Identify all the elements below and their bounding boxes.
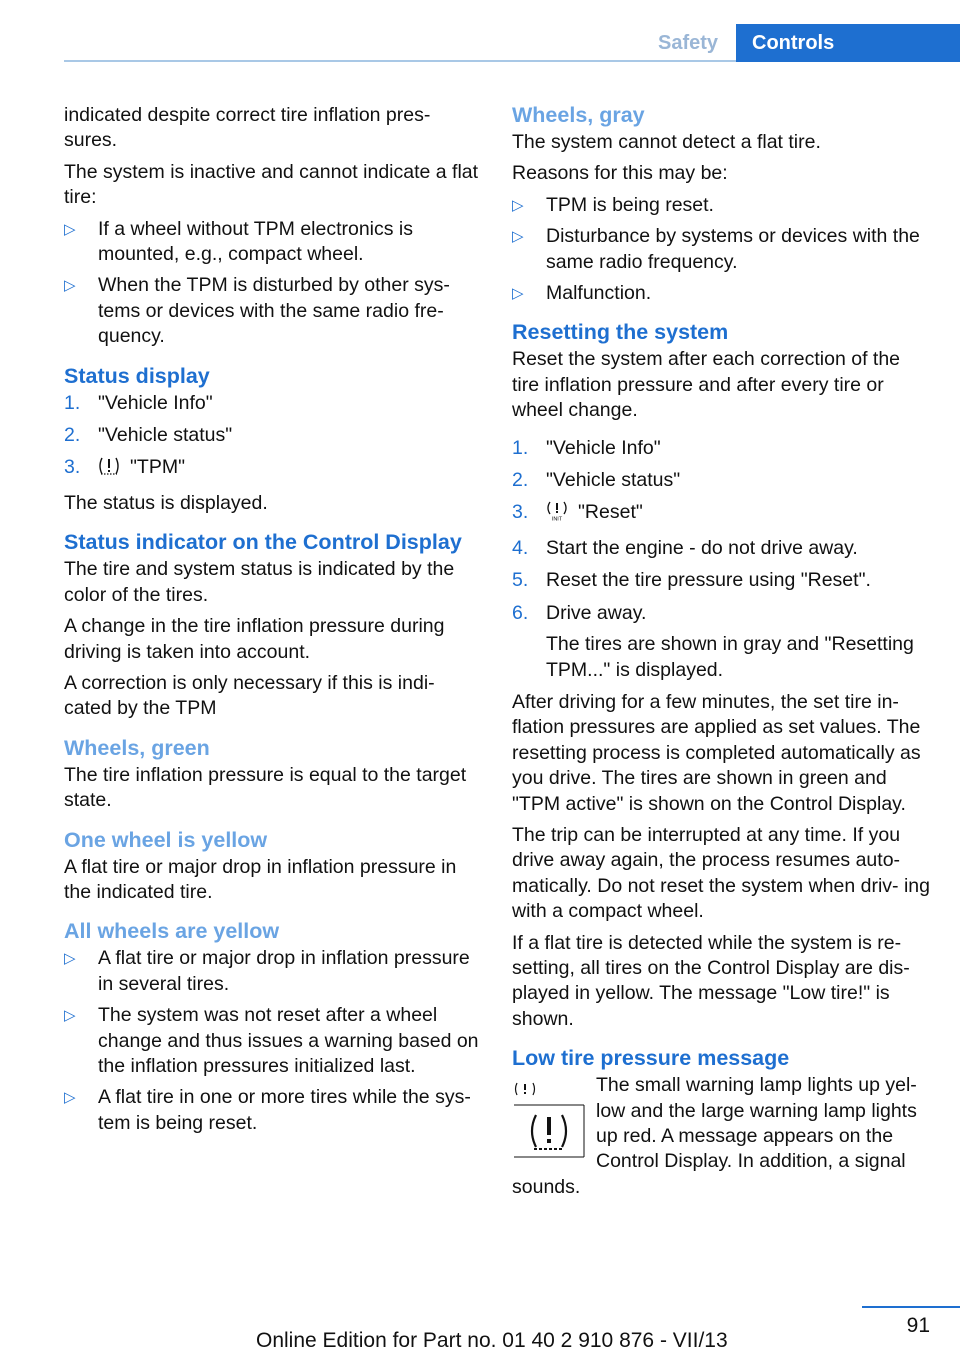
triangle-bullet-icon: ▷	[512, 285, 524, 303]
step-text: "Vehicle Info"	[546, 436, 661, 459]
triangle-bullet-icon: ▷	[64, 220, 76, 238]
low-tire-warning-block	[512, 1073, 932, 1200]
section-heading-low-tire: Low tire pressure message	[512, 1046, 790, 1071]
list-item-text: A flat tire or major drop in inflation pressure in several tires.	[98, 947, 470, 995]
list-item	[64, 423, 482, 448]
numbered-list	[64, 391, 482, 484]
list-item	[512, 436, 932, 461]
section-heading-status-indicator: Status indicator on the Control Display	[64, 530, 462, 555]
list-item	[64, 1003, 482, 1079]
list-item	[512, 224, 932, 275]
triangle-bullet-icon: ▷	[512, 228, 524, 246]
paragraph: The tire and system status is indicated by the color of the tires.	[64, 558, 455, 606]
step-number: 2.	[64, 424, 81, 447]
tpm-init-icon	[546, 501, 568, 528]
left-column	[64, 103, 482, 1142]
paragraph: The tire inflation pressure is equal to the target state.	[64, 763, 467, 812]
step-number: 1.	[512, 436, 529, 459]
paragraph: After driving for a few minutes, the set tire in‐ flation pressures are applied as set values. The resetting process is completed automatically as you drive. The tires are shown in green and "TPM active" is shown on the Control Display.	[512, 690, 921, 815]
list-item	[64, 391, 482, 416]
list-item	[64, 273, 482, 349]
paragraph: A change in the tire inflation pressure during driving is taken into account.	[64, 615, 445, 663]
list-item	[64, 946, 482, 997]
subheading-all-wheels-yellow: All wheels are yellow	[64, 919, 280, 944]
list-item-text: If a wheel without TPM electronics is mounted, e.g., compact wheel.	[98, 217, 414, 266]
triangle-bullet-icon: ▷	[64, 1089, 76, 1107]
triangle-bullet-icon: ▷	[64, 950, 76, 968]
list-item	[512, 500, 932, 528]
step-text: "Vehicle status"	[546, 469, 681, 492]
numbered-list	[512, 436, 932, 683]
list-item	[512, 281, 932, 306]
tpm-warning-lamp-icon	[512, 1077, 586, 1159]
tab-safety[interactable]: Safety	[657, 32, 719, 54]
list-item	[512, 193, 932, 218]
footer-rule	[862, 1306, 960, 1308]
step-text: "Reset"	[578, 501, 643, 524]
bullet-list	[64, 217, 482, 350]
edition-footer: Online Edition for Part no. 01 40 2 910 876 - VII/13	[256, 1329, 728, 1352]
step-number: 2.	[512, 469, 529, 492]
page-number: 91	[906, 1314, 930, 1337]
paragraph: Reset the system after each correction of the tire inflation pressure and after every tire or wheel change.	[512, 348, 901, 422]
list-item	[512, 601, 932, 683]
list-item-text: A flat tire in one or more tires while the sys‐ tem is being reset.	[98, 1086, 471, 1134]
list-item	[64, 1085, 482, 1136]
list-item	[512, 568, 932, 593]
svg-text:INIT: INIT	[551, 516, 563, 522]
list-item	[64, 455, 482, 483]
step-number: 5.	[512, 569, 529, 592]
step-text: Start the engine - do not drive away.	[546, 536, 858, 559]
subheading-wheels-gray: Wheels, gray	[512, 103, 645, 127]
step-text: Reset the tire pressure using "Reset".	[546, 569, 871, 592]
list-item-text: The system was not reset after a wheel change and thus issues a warning based on the inflation pressures initialized last.	[98, 1004, 479, 1077]
list-item	[512, 468, 932, 493]
bullet-list	[512, 193, 932, 307]
section-heading-resetting: Resetting the system	[512, 320, 729, 345]
paragraph: If a flat tire is detected while the system is re‐ setting, all tires on the Control Display are dis‐ played in yellow. The message "Low tire!" is shown.	[512, 931, 910, 1030]
paragraph: Reasons for this may be:	[512, 162, 728, 185]
list-item	[64, 217, 482, 268]
bullet-list	[64, 946, 482, 1136]
list-item-text: Malfunction.	[546, 282, 652, 305]
step-number: 1.	[64, 391, 81, 414]
paragraph: The status is displayed.	[64, 491, 268, 514]
step-number: 3.	[64, 456, 81, 479]
paragraph: A flat tire or major drop in inflation pressure in the indicated tire.	[64, 855, 457, 903]
step-subtext: The tires are shown in gray and "Resetting TPM..." is displayed.	[546, 633, 914, 681]
tab-controls[interactable]: Controls	[736, 24, 960, 62]
paragraph: A correction is only necessary if this is indi‐ cated by the TPM	[64, 671, 435, 720]
subheading-one-wheel-yellow: One wheel is yellow	[64, 827, 268, 852]
tpm-warning-icon	[98, 456, 120, 483]
step-text: "Vehicle status"	[98, 424, 233, 447]
step-text: Drive away.	[546, 601, 647, 624]
right-column	[512, 103, 932, 1200]
triangle-bullet-icon: ▷	[512, 196, 524, 214]
step-number: 6.	[512, 601, 529, 624]
list-item-text: TPM is being reset.	[546, 193, 714, 216]
list-item	[512, 536, 932, 561]
list-item-text: Disturbance by systems or devices with the same radio frequency.	[546, 225, 920, 273]
step-text: "TPM"	[130, 456, 186, 479]
paragraph: The trip can be interrupted at any time. If you drive away again, the process resumes auto‐ matically. Do not reset the system when driv‐ ing with a compact wheel.	[512, 823, 930, 923]
paragraph: The small warning lamp lights up yel‐ low and the large warning lamp lights up red. A message appears on the Control Display. In addition, a signal sounds.	[512, 1074, 917, 1198]
section-heading-status-display: Status display	[64, 363, 210, 388]
paragraph: indicated despite correct tire inflation pres‐ sures.	[64, 104, 431, 152]
list-item-text: When the TPM is disturbed by other sys‐ tems or devices with the same radio fre‐ quency.	[98, 274, 450, 348]
paragraph: The system is inactive and cannot indicate a flat tire:	[64, 160, 479, 209]
subheading-wheels-green: Wheels, green	[64, 735, 210, 760]
triangle-bullet-icon: ▷	[64, 1007, 76, 1025]
step-number: 3.	[512, 501, 529, 524]
paragraph: The system cannot detect a flat tire.	[512, 131, 821, 153]
step-number: 4.	[512, 536, 529, 559]
step-text: "Vehicle Info"	[98, 391, 213, 414]
triangle-bullet-icon: ▷	[64, 277, 76, 295]
